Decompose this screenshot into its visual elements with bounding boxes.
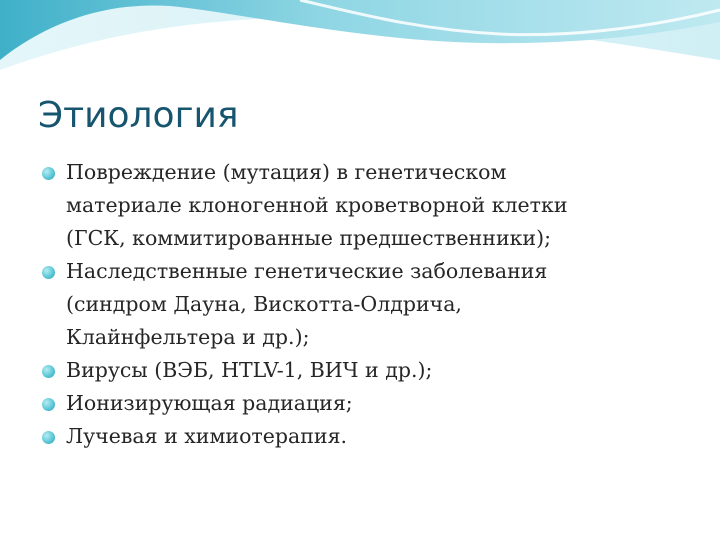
bullet-line: Ионизирующая радиация; [66, 391, 353, 415]
bullet-dot-icon [42, 266, 55, 279]
bullet-item [42, 255, 682, 354]
bullet-line: Повреждение (мутация) в генетическом [66, 160, 507, 184]
bullet-line: (синдром Дауна, Вискотта-Олдрича, [66, 292, 462, 316]
bullet-line: Наследственные генетические заболевания [66, 259, 548, 283]
bullet-item [42, 354, 682, 387]
bullet-item [42, 156, 682, 255]
bullet-item [42, 387, 682, 420]
bullet-line: Лучевая и химиотерапия. [66, 424, 348, 448]
bullet-dot-icon [42, 365, 55, 378]
bullet-line: материале клоногенной кроветворной клетки [66, 193, 568, 217]
slide-title: Этиология [38, 95, 239, 136]
bullet-dot-icon [42, 431, 55, 444]
bullet-line: Вирусы (ВЭБ, HTLV-1, ВИЧ и др.); [66, 358, 433, 382]
bullet-dot-icon [42, 167, 55, 180]
bullet-dot-icon [42, 398, 55, 411]
bullet-line: Клайнфельтера и др.); [66, 325, 310, 349]
bullet-line: (ГСК, коммитированные предшественники); [66, 226, 551, 250]
header-wave-decoration [0, 0, 720, 90]
bullet-item [42, 420, 682, 453]
bullet-list [42, 156, 682, 453]
